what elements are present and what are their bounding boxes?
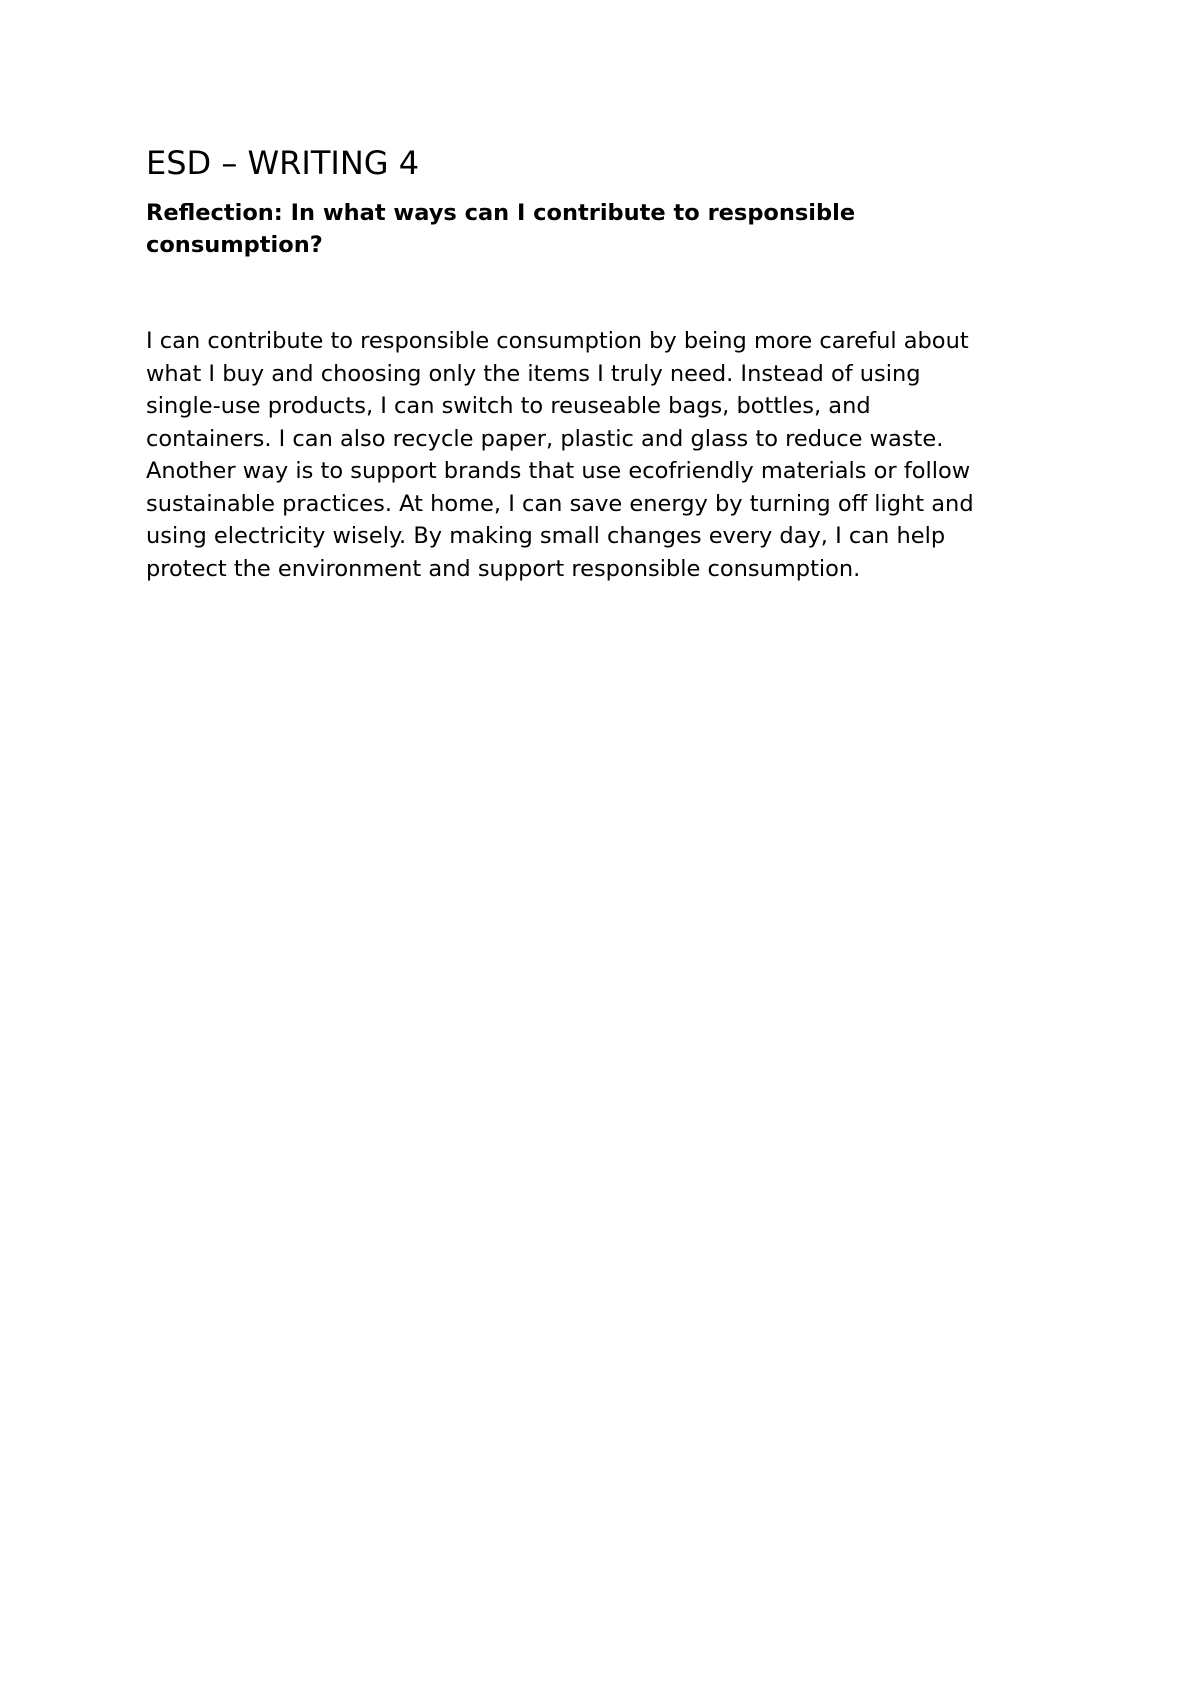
body-line: protect the environment and support responsible consumption. [146, 555, 861, 582]
body-line: containers. I can also recycle paper, plastic and glass to reduce waste. [146, 425, 944, 452]
body-line: sustainable practices. At home, I can save energy by turning off light and [146, 490, 974, 517]
reflection-answer [146, 325, 1056, 585]
body-line: I can contribute to responsible consumption by being more careful about [146, 328, 969, 354]
body-line: single-use products, I can switch to reuseable bags, bottles, and [146, 393, 871, 419]
question-line: Reflection: In what ways can I contribute to responsible [146, 200, 856, 226]
document-title: ESD – WRITING 4 [146, 144, 420, 182]
body-line: Another way is to support brands that use ecofriendly materials or follow [146, 458, 971, 484]
body-line: what I buy and choosing only the items I truly need. Instead of using [146, 360, 921, 387]
body-line: using electricity wisely. By making small changes every day, I can help [146, 523, 946, 549]
document-content [146, 143, 1056, 585]
reflection-question [146, 197, 1056, 261]
question-line: consumption? [146, 232, 323, 258]
